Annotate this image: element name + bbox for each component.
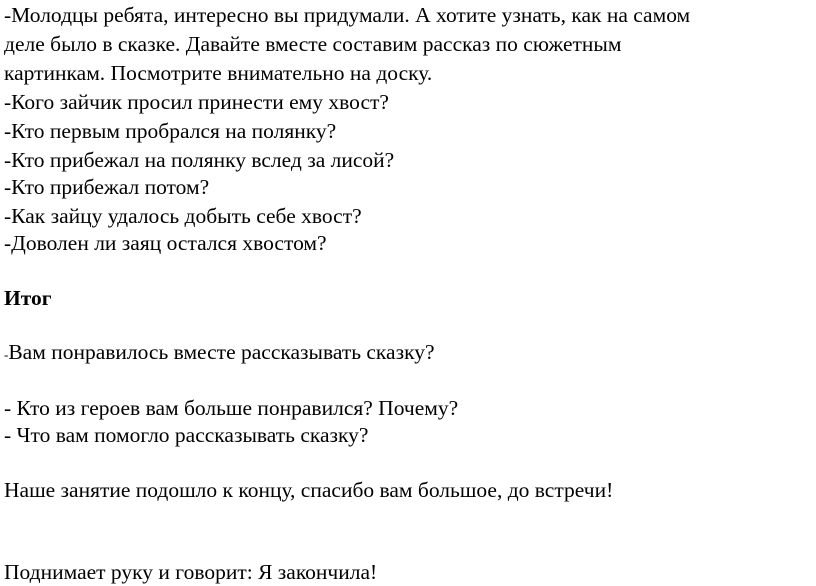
closing-line: Наше занятие подошло к концу, спасибо вам большое, до встречи! [4, 478, 614, 502]
final-line: Поднимает руку и говорит: Я закончила! [4, 560, 378, 584]
summary-question-1 [4, 339, 435, 368]
intro-line-3: картинкам. Посмотрите внимательно на доску. [4, 61, 433, 85]
summary-question-2: - Кто из героев вам больше понравился? Почему? [4, 396, 459, 420]
question-line-4: -Кто прибежал потом? [4, 175, 210, 199]
intro-line-2: деле было в сказке. Давайте вместе составим рассказ по сюжетным [4, 32, 622, 56]
question-line-3: -Кто прибежал на полянку вслед за лисой? [4, 148, 395, 172]
summary-question-1-dash: - [4, 347, 9, 362]
summary-heading: Итог [4, 286, 52, 310]
question-line-6: -Доволен ли заяц остался хвостом? [4, 231, 327, 255]
question-line-2: -Кто первым пробрался на полянку? [4, 119, 337, 143]
summary-question-1-text: Вам понравилось вместе рассказывать сказку? [8, 340, 435, 364]
intro-line-1: -Молодцы ребята, интересно вы придумали. А хотите узнать, как на самом [4, 3, 691, 27]
question-line-5: -Как зайцу удалось добыть себе хвост? [4, 204, 362, 228]
question-line-1: -Кого зайчик просил принести ему хвост? [4, 90, 389, 114]
summary-question-3: - Что вам помогло рассказывать сказку? [4, 423, 369, 447]
